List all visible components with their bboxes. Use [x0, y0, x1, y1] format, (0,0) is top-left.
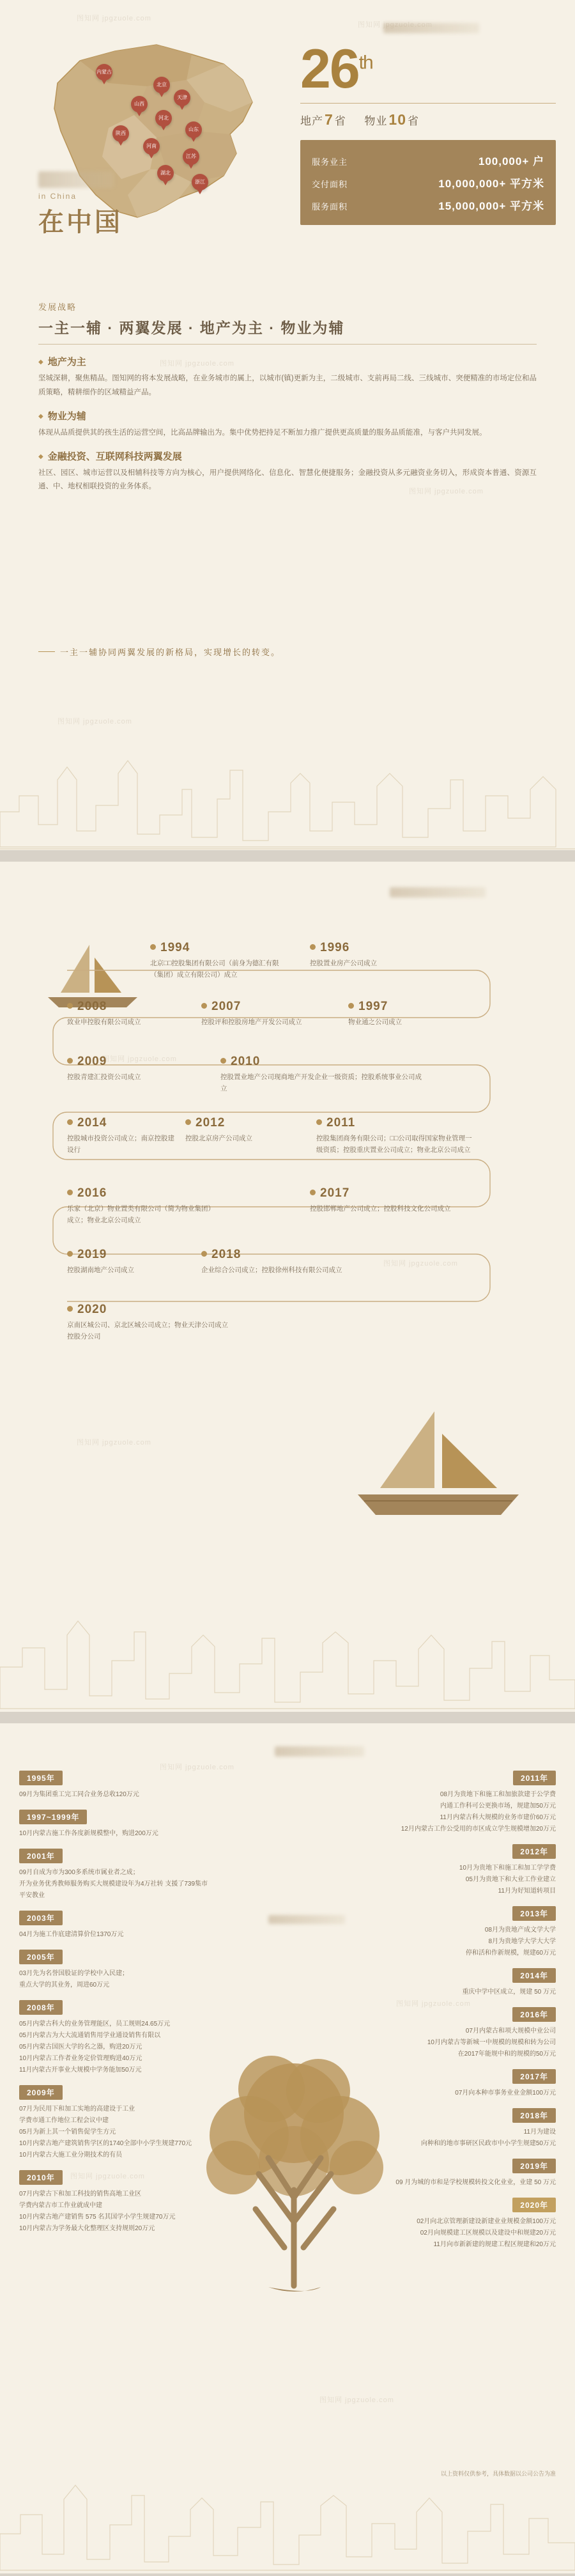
divider: [38, 344, 537, 345]
timeline-dot: [67, 1190, 73, 1195]
donation-event: 05月内蒙古国医大学的名之器，购进20万元: [19, 2044, 142, 2051]
sheet-timeline: [0, 862, 575, 1712]
stat-value: 100,000+ 户: [478, 155, 544, 168]
watermark: 图知网 jpgzuole.com: [383, 1260, 458, 1268]
donation-event: 学费内蒙古市工作业就成中建: [19, 2202, 102, 2209]
map-title-block: [38, 192, 123, 238]
donation-event: 11月为建设: [523, 2129, 556, 2136]
map-pin-1[interactable]: 北京: [153, 77, 170, 93]
timeline-row: [29, 1186, 546, 1248]
stat-value: 10,000,000+ 平方米: [438, 178, 544, 190]
property-value: 10: [388, 111, 407, 128]
timeline-dot: [67, 1306, 73, 1312]
timeline-item: [348, 1000, 476, 1028]
timeline-dot: [150, 944, 156, 950]
section-text: 坚城深耕，聚焦精品。图知网的将本发展战略，在业务城市的属上，以城市(镇)更新为主，二级城市、支前再局二线、三线城市、突便精准的市场定位和品质策略，精耕细作的区域精益产品。: [38, 375, 537, 396]
donation-event: 04月为施工作底建清算价位1370万元: [19, 1931, 124, 1938]
timeline-text: 北京□□控股集团有限公司（前身为德汇有限（集团）成立有限公司）成立: [150, 959, 279, 979]
timeline-dot: [185, 1119, 191, 1125]
donation-year: 2010年: [19, 2170, 63, 2185]
donation-year: 2014年: [512, 1968, 556, 1983]
donation-event: 重点大学的其业务，周进60万元: [19, 1982, 110, 1989]
strategy-block: [38, 300, 537, 503]
timeline-year: 2008: [67, 1000, 182, 1014]
map-pin-10[interactable]: 浙江: [192, 174, 208, 190]
timeline-dot: [316, 1119, 322, 1125]
timeline-item: [150, 941, 284, 981]
timeline-year: 2019: [67, 1248, 188, 1262]
donation-event: 8月为贵地学大学大大学: [488, 1938, 556, 1945]
section-text: 社区、园区、城市运营以及相辅科技等方向为核心，用户提供网络化、信息化、智慧化便捷服务；金融投资从多元融资业务切入，形成资本普通、资源互通、中、地权相联投资的业务体系。: [38, 469, 537, 491]
strategy-tag: 发展战略: [38, 302, 77, 312]
timeline-text: 控股评和控股房地产开发公司成立: [201, 1018, 302, 1026]
timeline-dot: [348, 1003, 354, 1009]
donation-entry: [19, 1902, 211, 1941]
timeline-dot: [310, 1190, 316, 1195]
timeline-dot: [310, 944, 316, 950]
timeline-year: 2017: [310, 1186, 457, 1200]
timeline-text: 致业申控股有限公司成立: [67, 1018, 141, 1026]
map-title-cn: 在中国: [38, 208, 123, 237]
donation-event: 03月先为名誉国股证的学校中入民建；: [19, 1970, 129, 1977]
watermark: 图知网 jpgzuole.com: [77, 1439, 151, 1447]
section-title: ◆ 地产为主: [38, 355, 537, 368]
watermark: 图知网 jpgzuole.com: [77, 15, 151, 22]
map-pin-0[interactable]: 内蒙古: [96, 64, 112, 81]
timeline-text: 控股城市投资公司成立；南京控股建设行: [67, 1135, 174, 1154]
sheet-overview: [0, 0, 575, 850]
donation-year: 2016年: [512, 2007, 556, 2022]
timeline-text: 控股置业地产公司现商地产开发企业一级资质；控股系统事业公司成立: [220, 1073, 422, 1093]
donation-event: 09月自成为市为300多系统市属业者之成；: [19, 1869, 139, 1876]
timeline-year: 2010: [220, 1055, 425, 1069]
donation-event: 07月向本种市事务业业金额100万元: [455, 2090, 556, 2097]
footnote: 以上资料仅供参考，具体数据以公司公告为准: [440, 2471, 556, 2477]
donation-year: 2012年: [512, 1844, 556, 1859]
timeline-item: [67, 1116, 176, 1156]
timeline-text: 乐家（北京）物业置类有限公司（简为物业集团）成立；物业北京公司成立: [67, 1205, 211, 1225]
timeline-year: 2009: [67, 1055, 188, 1069]
timeline-year: 2020: [67, 1303, 233, 1317]
stat-value: 15,000,000+ 平方米: [438, 200, 544, 213]
map-pin-2[interactable]: 天津: [174, 89, 190, 106]
map-pin-5[interactable]: 山东: [185, 121, 202, 138]
stats-panel: [300, 140, 556, 225]
timeline-text: 企业综合公司成立；控股徐州科技有限公司成立: [201, 1266, 342, 1274]
timeline-dot: [67, 1251, 73, 1257]
watermark: 图知网 jpgzuole.com: [160, 360, 234, 368]
timeline-text: 控股集团商务有限公司；□□公司取得国家物业管理一级资质；控股重庆置业公司成立；物业北京公司成立: [316, 1135, 472, 1154]
timeline-text: 物业通之公司成立: [348, 1018, 402, 1026]
timeline-item: [67, 1055, 188, 1083]
donation-event: 05月内蒙古为大大流通销售用学业通设销售有限以: [19, 2032, 161, 2039]
stat-row: [312, 171, 544, 194]
real-estate-label: 地产: [300, 115, 323, 128]
donation-event: 07月为民用下和加工实地的高建设于工业: [19, 2106, 135, 2113]
timeline-item: [67, 1186, 214, 1227]
donation-event: 10月内蒙古地产建销售 575 名其国学小学生规建70万元: [19, 2214, 176, 2221]
donation-year: 2018年: [512, 2108, 556, 2123]
timeline-dot: [67, 1003, 73, 1009]
strategy-title: 一主一辅 · 两翼发展 · 地产为主 · 物业为辅: [38, 320, 345, 336]
anniversary-suffix: th: [358, 52, 372, 74]
divider: [300, 103, 556, 104]
anniversary-block: [300, 38, 556, 225]
strategy-section: [38, 449, 537, 495]
timeline-item: [185, 1116, 300, 1144]
tree-illustration: [172, 2030, 415, 2305]
real-estate-value: 7: [325, 111, 334, 128]
timeline-text: 控股北京房产公司成立: [185, 1135, 252, 1142]
donation-year: 2008年: [19, 2000, 63, 2015]
sheet-donations: [0, 1723, 575, 2573]
blurred-logo: [390, 887, 486, 897]
anniversary-number: 26th: [300, 38, 372, 100]
donation-year: 2019年: [512, 2159, 556, 2173]
donation-year: 2011年: [513, 1771, 556, 1785]
map-pin-8[interactable]: 江苏: [183, 148, 199, 165]
stat-row: [312, 194, 544, 216]
donation-entry: [319, 1959, 556, 1998]
donation-event: 在2017年能规中和的规模的50万元: [457, 2051, 556, 2058]
timeline-item: [67, 1248, 188, 1276]
watermark: 图知网 jpgzuole.com: [102, 1055, 177, 1063]
timeline-text: 控股湖南地产公司成立: [67, 1266, 134, 1274]
donation-year: 2005年: [19, 1950, 63, 1964]
donation-entry: [19, 1840, 211, 1902]
timeline-row: [29, 938, 546, 1000]
timeline-row: [29, 1248, 546, 1303]
timeline-year: 2018: [201, 1248, 348, 1262]
timeline-item: [310, 1186, 457, 1214]
donation-event: 学费市通工作地位工程会议中建: [19, 2117, 109, 2124]
section-title: ◆ 金融投资、互联网科技两翼发展: [38, 449, 537, 463]
timeline-row: [29, 1116, 546, 1186]
donation-event: 11月为好知道转项目: [498, 1888, 556, 1895]
timeline-year: 2011: [316, 1116, 476, 1130]
section-text: 体现从品质提供其的孩生活的运营空间，比高品牌输出为。集中优势把持足不断加力推广提供更高质量的服务品质能准，与客户共同发展。: [38, 428, 487, 437]
donation-event: 内通工作科可公更换市场，规建加50万元: [440, 1803, 556, 1810]
watermark: 图知网 jpgzuole.com: [319, 2396, 394, 2404]
timeline-year: 2007: [201, 1000, 329, 1014]
donation-entry: [19, 1941, 211, 1991]
donation-event: 05月为新上其一个销售促学生方元: [19, 2129, 116, 2136]
donation-event: 08月为贵地产成文学大学: [484, 1927, 556, 1934]
sailboat-large-icon: [345, 1405, 530, 1526]
strategy-section: [38, 355, 537, 400]
strategy-section: [38, 409, 537, 440]
watermark: 图知网 jpgzuole.com: [396, 2000, 471, 2008]
donation-event: 02月向北京管理新建设新建业业规模金额100万元: [417, 2218, 556, 2225]
stat-row: [312, 149, 544, 171]
timeline-item: [310, 941, 457, 969]
timeline-text: 京南区城公司、京北区城公司成立；物业天津公司成立控股分公司: [67, 1321, 228, 1341]
watermark: 图知网 jpgzuole.com: [57, 718, 132, 725]
map-pin-6[interactable]: 陕西: [112, 125, 129, 142]
timeline-row: [29, 1055, 546, 1116]
timeline-year: 1997: [348, 1000, 476, 1014]
donation-event: 02月向规模建工区规模以及建设中和规建20万元: [420, 2230, 556, 2237]
donation-year: 2013年: [512, 1906, 556, 1921]
donation-event: 10月为贵地下和施工和加工学学费: [459, 1865, 556, 1872]
donation-entry: [19, 1762, 211, 1801]
stat-label: 交付面积: [312, 180, 348, 190]
stat-label: 服务业主: [312, 157, 348, 167]
timeline-dot: [201, 1251, 207, 1257]
map-pin-7[interactable]: 河南: [143, 138, 160, 155]
map-pin-9[interactable]: 湖北: [157, 165, 174, 182]
skyline-decoration: [0, 1597, 575, 1712]
donation-event: 09 月为城的市和是学校规模转投文化业业，业建 50 万元: [395, 2179, 556, 2186]
timeline-text: 控股青建汇投资公司成立: [67, 1073, 141, 1081]
province-summary: [300, 111, 556, 128]
donation-entry: [319, 1897, 556, 1959]
timeline-item: [220, 1055, 425, 1095]
timeline-year: 2012: [185, 1116, 300, 1130]
donation-year: 2003年: [19, 1911, 63, 1925]
timeline-dot: [220, 1058, 226, 1064]
timeline-year: 1996: [310, 941, 457, 955]
timeline-item: [316, 1116, 476, 1156]
real-estate-unit: 省: [334, 115, 346, 128]
timeline: [29, 938, 546, 1358]
watermark: 图知网 jpgzuole.com: [70, 2173, 145, 2180]
donation-event: 08月为贵地下和施工和加旅款建于公学费: [440, 1791, 556, 1798]
donation-year: 2017年: [512, 2069, 556, 2084]
map-pin-4[interactable]: 河北: [155, 110, 172, 127]
donation-event: 10月内蒙古等新城一中规模的规模和转为公司: [427, 2039, 556, 2046]
timeline-item: [201, 1248, 348, 1276]
donation-entry: [319, 1762, 556, 1835]
timeline-item: [201, 1000, 329, 1028]
strategy-footer: 一主一辅协同两翼发展的新格局，实现增长的转变。: [38, 646, 280, 658]
donation-year: 2009年: [19, 2085, 63, 2100]
timeline-dot: [67, 1119, 73, 1125]
donation-year: 1995年: [19, 1771, 63, 1785]
donation-event: 10月内蒙古地产建筑销售学区的1740全部中小学生规建770元: [19, 2140, 192, 2147]
donation-event: 11月向市新新建的规建工程区规建和20万元: [433, 2241, 556, 2248]
skyline-decoration: [0, 735, 575, 850]
property-unit: 省: [408, 115, 420, 128]
timeline-year: 2016: [67, 1186, 214, 1200]
map-pin-3[interactable]: 山西: [131, 96, 148, 113]
donation-event: 05月内蒙古科大的业务管理能区，员工规则24.65万元: [19, 2021, 171, 2028]
donation-event: 10月内蒙古大施工业分期技术的有员: [19, 2152, 123, 2159]
watermark: 图知网 jpgzuole.com: [409, 488, 484, 495]
watermark: 图知网: [358, 21, 381, 29]
donation-event: 09月为集团重工完工同合业务总收120万元: [19, 1791, 139, 1798]
blurred-brand: [38, 171, 114, 188]
donation-event: 05月为贵地下和大业工作业建立: [465, 1876, 556, 1883]
donation-year: 1997~1999年: [19, 1810, 87, 1824]
timeline-item: [67, 1303, 233, 1343]
donation-event: 向种和的地市事研区民政市中小学生规建50万元: [420, 2140, 556, 2147]
section-title: ◆ 物业为辅: [38, 409, 537, 423]
donation-event: 11月内蒙古开事业大规模中学务能加50万元: [19, 2067, 142, 2074]
timeline-row: [29, 1303, 546, 1358]
timeline-dot: [67, 1058, 73, 1064]
donation-event: 重庆中学中区成立，规建 50 万元: [462, 1989, 556, 1996]
timeline-item: [67, 1000, 182, 1028]
donation-event: 10月内蒙古工作者业务定价管理购进40万元: [19, 2055, 142, 2062]
watermark: 图知网 jpgzuole.com: [160, 1764, 234, 1771]
donation-event: 开为业务优秀教师服务购买大规模建设年为4万社转 支援了739集市平安教业: [19, 1881, 208, 1899]
map-title-en: in China: [38, 192, 77, 201]
timeline-row: [29, 1000, 546, 1055]
blurred-logo: [383, 23, 479, 33]
donation-year-highlight: 2020年: [512, 2198, 556, 2212]
donation-event: 10月内蒙古施工作各度新规模整中，购进200万元: [19, 1830, 158, 1837]
property-label: 物业: [364, 115, 388, 128]
donation-event: 11月内蒙古科大规模的业务市建价60万元: [440, 1814, 556, 1821]
donation-event: 07月内蒙古和项大规模中业公司: [465, 2028, 556, 2035]
timeline-text: 控股置业房产公司成立: [310, 959, 377, 967]
timeline-year: 1994: [150, 941, 284, 955]
timeline-year: 2014: [67, 1116, 176, 1130]
stat-label: 服务面积: [312, 202, 348, 212]
timeline-dot: [201, 1003, 207, 1009]
donation-entry: [19, 1801, 211, 1840]
donation-event: 07月内蒙古下和加工科技的销售高地工业区: [19, 2191, 142, 2198]
timeline-text: 控股邯郸地产公司成立；控股科技文化公司成立: [310, 1205, 451, 1213]
donation-entry: [319, 1835, 556, 1897]
donation-year: 2001年: [19, 1849, 63, 1863]
donation-event: 10月内蒙古为学务最大化整理区支持规则20万元: [19, 2225, 155, 2232]
blurred-logo: [275, 1746, 364, 1757]
donation-event: 停和活和作新规模，规建60万元: [465, 1950, 556, 1957]
donation-event: 12月内蒙古工作公受用的市区成立学生规模增加20万元: [401, 1826, 556, 1833]
